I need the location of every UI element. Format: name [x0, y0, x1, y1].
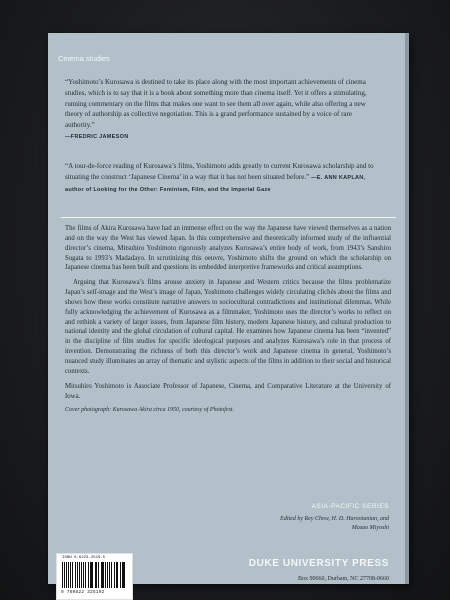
publisher-name: DUKE UNIVERSITY PRESS [248, 558, 389, 569]
barcode-stripe [81, 562, 82, 588]
photo-credit: Cover photograph: Kurosawa Akira circa 1950, courtesy of Photofest. [65, 407, 235, 414]
barcode-stripe [88, 562, 89, 588]
blurb-quote-1 [65, 77, 383, 143]
barcode-stripe [101, 562, 102, 588]
description-paragraph: Arguing that Kurosawa’s films arouse anxiety in Japanese and Western critics because the films problematize Japan’s self-image and the West’s image of Japan, Yoshimoto challenges widely circulating clichés about the films and shows how these works constitute narrative answers to sociocultural contradictions and institutional dilemmas. While fully acknowledging the achievement of Kurosawa as a filmmaker, Yoshimoto uses the director’s works to reflect on and rethink a variety of larger issues, from Japanese film history, modern Japanese history, and cultural production to national identity and the global circulation of cultural capital. He examines how Japanese cinema has been “invented” in the discipline of film studies for specific ideological purposes and analyzes Kurosawa’s role in that process of invention. Demonstrating the richness of both this director’s work and Japanese cinema in general, Yoshimoto’s nuanced study illuminates an array of thematic and stylistic aspects of the films in addition to their social and historical contexts. [65, 279, 391, 375]
barcode [56, 553, 133, 600]
barcode-stripe [83, 562, 84, 588]
blurb-quote-2 [65, 161, 383, 195]
barcode-stripe [64, 562, 65, 588]
barcode-stripe [123, 562, 125, 588]
barcode-stripe [102, 562, 104, 588]
barcode-stripe [109, 562, 110, 588]
barcode-stripe [95, 562, 96, 588]
blurb-text: “A tour-de-force reading of Kurosawa’s films, Yoshimoto adds greatly to current Kurosawa scholarship and to situating the construct ‘Japanese Cinema’ in a way that it has not been situated before.” [65, 162, 374, 181]
blurb-text: “Yoshimoto’s Kurosawa is destined to take its place along with the most important achievements of cinema studies, which is to say that it is a book about something more than cinema itself. Yet it offers a stimulating, running commentary on the films that makes one want to see them all over again, while also offering a new theory of authorship as collective negotiation. This is a grand performance sustained by a voice of rare authority.” [65, 78, 367, 130]
barcode-stripe [114, 562, 115, 588]
isbn-number: 9 780822 325192 [61, 590, 105, 595]
barcode-stripe [91, 562, 92, 588]
barcode-stripe [96, 562, 97, 588]
barcode-stripe [111, 562, 112, 588]
barcode-stripe [68, 562, 69, 588]
category-label: Cinema studies [58, 54, 110, 63]
barcode-stripe [85, 562, 87, 588]
barcode-stripe [62, 562, 63, 588]
blurb-attribution: —FREDRIC JAMESON [65, 133, 129, 140]
barcode-stripe [107, 562, 108, 588]
description [65, 224, 391, 421]
book-back-cover [48, 33, 409, 595]
barcode-stripe [90, 562, 91, 588]
barcode-stripe [77, 562, 78, 588]
barcode-stripe [70, 562, 72, 588]
blurb-attribution: —E. ANN KAPLAN, author of Looking for the Other: Feminism, Film, and the Imperial Gaze [65, 174, 366, 193]
series-info [269, 503, 389, 533]
series-title: ASIA-PACIFIC SERIES [311, 503, 389, 510]
section-divider [61, 217, 396, 218]
isbn-label: ISBN 0-8223-2519-5 [62, 556, 106, 560]
barcode-stripe [79, 562, 80, 588]
series-editors: Edited by Rey Chow, H. D. Harootunian, and Masao Miyoshi [280, 516, 389, 531]
barcode-bars [62, 562, 127, 588]
author-bio: Mitsuhiro Yoshimoto is Associate Professor of Japanese, Cinema, and Comparative Literature at the University of Iowa. [65, 382, 391, 400]
barcode-stripe [66, 562, 67, 588]
barcode-stripe [122, 562, 123, 588]
barcode-stripe [120, 562, 121, 588]
barcode-stripe [116, 562, 117, 588]
barcode-stripe [72, 562, 73, 588]
barcode-stripe [98, 562, 99, 588]
barcode-stripe [105, 562, 106, 588]
barcode-stripe [117, 562, 118, 588]
description-paragraph: The films of Akira Kurosawa have had an immense effect on the way the Japanese have viewed themselves as a nation and on the way the West has viewed Japan. In this comprehensive and theoretically informed study of the influential director’s cinema, Mitsuhiro Yoshimoto rigorously analyzes Kurosawa’s entire body of work, from 1943’s Sanshiro Sugata to 1993’s Madadayo. In scrutinizing this oeuvre, Yoshimoto shifts the ground on which the scholarship on Japanese cinema has been built and questions its embedded interpretive frameworks and critical assumptions. [65, 225, 391, 272]
barcode-stripe [75, 562, 76, 588]
publisher-address: Box 90660, Durham, NC 27708-0660 [298, 576, 389, 582]
